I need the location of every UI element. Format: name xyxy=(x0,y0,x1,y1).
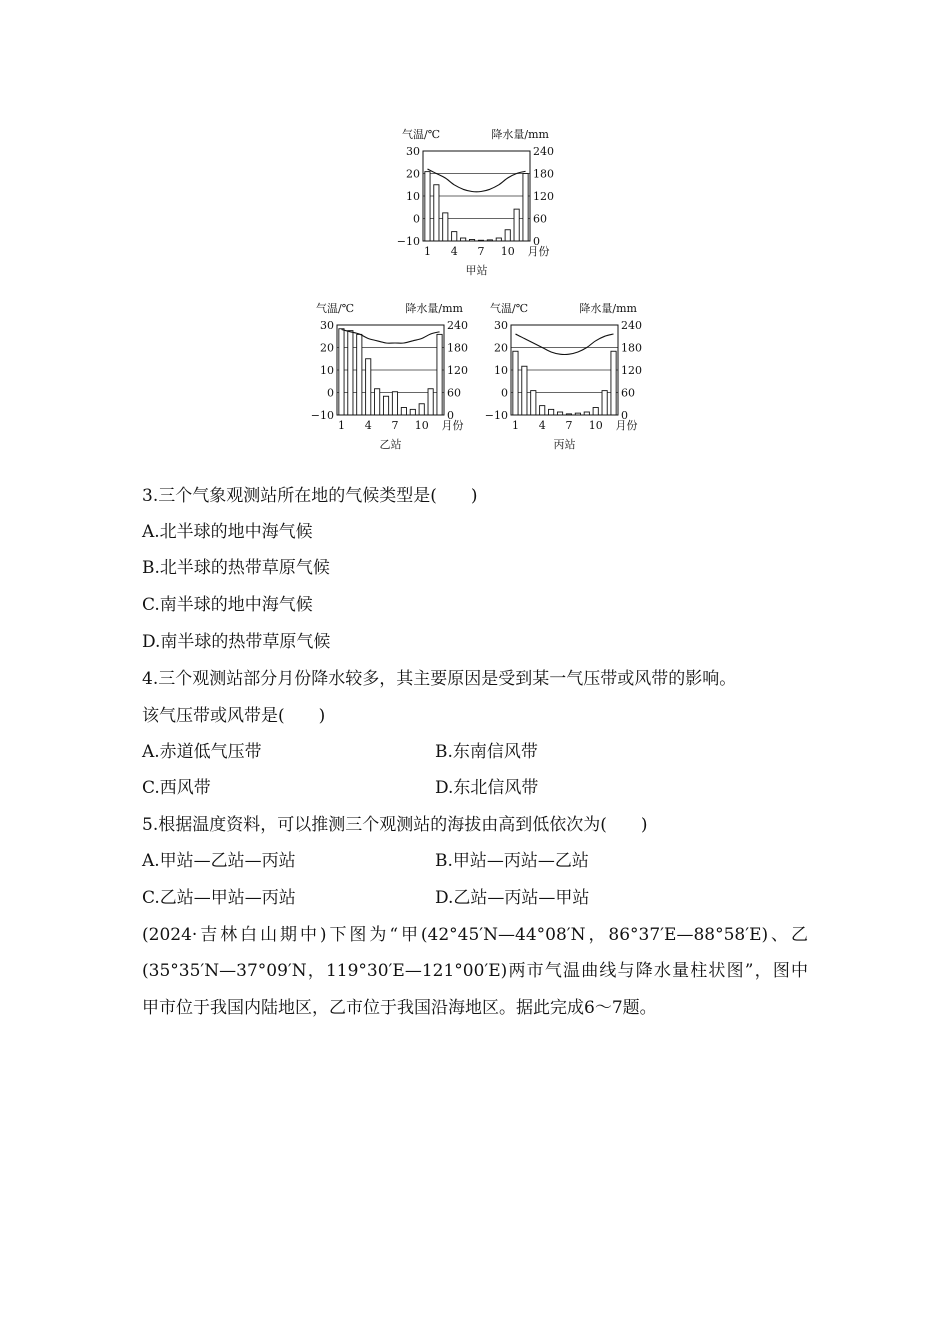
precip-tick-label: 240 xyxy=(447,319,468,332)
temp-tick-label: 10 xyxy=(320,364,334,377)
precip-bar xyxy=(428,389,433,415)
q4-option-d[interactable]: D.东北信风带 xyxy=(435,778,539,798)
precip-tick-label: 120 xyxy=(447,364,468,377)
precip-tick-label: 60 xyxy=(621,386,635,400)
precip-bar xyxy=(401,408,406,416)
climate-chart-bing xyxy=(484,298,644,454)
temp-tick-label: 20 xyxy=(494,341,508,355)
x-axis-unit: 月份 xyxy=(527,245,550,258)
precip-bar xyxy=(549,409,554,415)
temp-tick-label: 30 xyxy=(406,145,420,158)
month-tick-label: 7 xyxy=(565,419,573,432)
intro-line3: 甲市位于我国内陆地区，乙市位于我国沿海地区。据此完成6～7题。 xyxy=(142,998,657,1018)
precip-bar xyxy=(375,389,380,415)
precip-bar xyxy=(366,359,371,415)
precip-bar xyxy=(357,334,362,415)
q5-option-c[interactable]: C.乙站—甲站—丙站 xyxy=(142,888,296,908)
precip-axis-title: 降水量/mm xyxy=(405,302,463,315)
precip-bar xyxy=(452,232,457,241)
climate-chart-jia xyxy=(396,124,556,280)
precip-bar xyxy=(531,391,536,415)
temp-axis-title: 气温/℃ xyxy=(490,302,529,315)
precip-bar xyxy=(611,351,616,415)
month-tick-label: 10 xyxy=(414,419,429,432)
intro-line2: (35°35′N—37°09′N，119°30′E—121°00′E)两市气温曲线与降水量柱状图”，图中 xyxy=(142,961,808,981)
precip-bar xyxy=(523,174,528,242)
month-tick-label: 10 xyxy=(588,419,603,432)
month-tick-label: 1 xyxy=(337,419,345,432)
q3-option-b[interactable]: B.北半球的热带草原气候 xyxy=(142,558,330,578)
precip-tick-label: 0 xyxy=(533,235,540,248)
q5-option-d[interactable]: D.乙站—丙站—甲站 xyxy=(435,888,590,908)
intro-line1: (2024·吉林白山期中)下图为“甲(42°45′N—44°08′N，86°37′E—88°58′E)、乙 xyxy=(142,925,808,945)
month-tick-label: 10 xyxy=(500,245,515,258)
precip-bar xyxy=(434,185,439,241)
precip-bar xyxy=(392,392,397,415)
precip-bar xyxy=(505,230,510,241)
temperature-curve xyxy=(516,334,614,355)
q3-option-a[interactable]: A.北半球的地中海气候 xyxy=(142,522,313,542)
temp-tick-label: 0 xyxy=(413,212,420,226)
temp-axis-title: 气温/℃ xyxy=(316,302,355,315)
temp-tick-label: 10 xyxy=(494,364,508,377)
q5-option-a[interactable]: A.甲站—乙站—丙站 xyxy=(142,851,296,871)
q5-stem: 5.根据温度资料，可以推测三个观测站的海拔由高到低依次为( ) xyxy=(142,815,648,835)
station-label: 甲站 xyxy=(465,264,488,277)
precip-axis-title: 降水量/mm xyxy=(491,128,549,141)
precip-bar xyxy=(437,334,442,415)
precip-bar xyxy=(348,331,353,415)
precip-tick-label: 0 xyxy=(447,409,454,422)
precip-bar xyxy=(540,406,545,415)
month-tick-label: 4 xyxy=(450,245,458,258)
q3-option-c[interactable]: C.南半球的地中海气候 xyxy=(142,595,313,615)
station-label: 乙站 xyxy=(379,438,402,451)
precip-tick-label: 180 xyxy=(447,341,468,355)
q5-option-b[interactable]: B.甲站—丙站—乙站 xyxy=(435,851,589,871)
q4-option-c[interactable]: C.西风带 xyxy=(142,778,211,798)
q3-stem: 3.三个气象观测站所在地的气候类型是( ) xyxy=(142,486,478,506)
precip-bar xyxy=(410,409,415,415)
precip-bar xyxy=(443,213,448,241)
temp-tick-label: 30 xyxy=(320,319,334,332)
precip-bar xyxy=(383,396,388,415)
climate-chart-yi xyxy=(310,298,470,454)
station-label: 丙站 xyxy=(553,438,576,451)
temperature-curve xyxy=(428,169,526,192)
temp-tick-label: 0 xyxy=(327,386,334,400)
temp-tick-label: −10 xyxy=(484,409,508,422)
temp-tick-label: 20 xyxy=(320,341,334,355)
precip-tick-label: 60 xyxy=(447,386,461,400)
temp-tick-label: −10 xyxy=(396,235,420,248)
temp-axis-title: 气温/℃ xyxy=(402,128,441,141)
precip-bar xyxy=(419,404,424,415)
precip-bar xyxy=(593,408,598,416)
q4-option-a[interactable]: A.赤道低气压带 xyxy=(142,742,262,762)
precip-tick-label: 180 xyxy=(621,341,642,355)
temp-tick-label: 20 xyxy=(406,167,420,181)
q4-stem-line1: 4.三个观测站部分月份降水较多，其主要原因是受到某一气压带或风带的影响。 xyxy=(142,669,737,689)
temp-tick-label: 10 xyxy=(406,190,420,203)
precip-bar xyxy=(513,351,518,415)
month-tick-label: 7 xyxy=(391,419,399,432)
month-tick-label: 4 xyxy=(538,419,546,432)
precip-tick-label: 240 xyxy=(621,319,642,332)
precip-tick-label: 120 xyxy=(621,364,642,377)
month-tick-label: 1 xyxy=(511,419,519,432)
precip-bar xyxy=(339,329,344,415)
month-tick-label: 1 xyxy=(423,245,431,258)
precip-tick-label: 60 xyxy=(533,212,547,226)
month-tick-label: 7 xyxy=(477,245,485,258)
q4-option-b[interactable]: B.东南信风带 xyxy=(435,742,538,762)
precip-bar xyxy=(602,391,607,415)
q3-option-d[interactable]: D.南半球的热带草原气候 xyxy=(142,632,331,652)
temp-tick-label: 30 xyxy=(494,319,508,332)
precip-tick-label: 240 xyxy=(533,145,554,158)
precip-tick-label: 120 xyxy=(533,190,554,203)
precip-bar xyxy=(522,366,527,415)
temperature-curve xyxy=(342,330,440,344)
x-axis-unit: 月份 xyxy=(441,419,464,432)
precip-axis-title: 降水量/mm xyxy=(579,302,637,315)
precip-bar xyxy=(514,209,519,241)
precip-tick-label: 180 xyxy=(533,167,554,181)
month-tick-label: 4 xyxy=(364,419,372,432)
precip-bar xyxy=(425,172,430,241)
q4-stem-line2: 该气压带或风带是( ) xyxy=(142,706,326,726)
precip-tick-label: 0 xyxy=(621,409,628,422)
x-axis-unit: 月份 xyxy=(615,419,638,432)
temp-tick-label: −10 xyxy=(310,409,334,422)
temp-tick-label: 0 xyxy=(501,386,508,400)
